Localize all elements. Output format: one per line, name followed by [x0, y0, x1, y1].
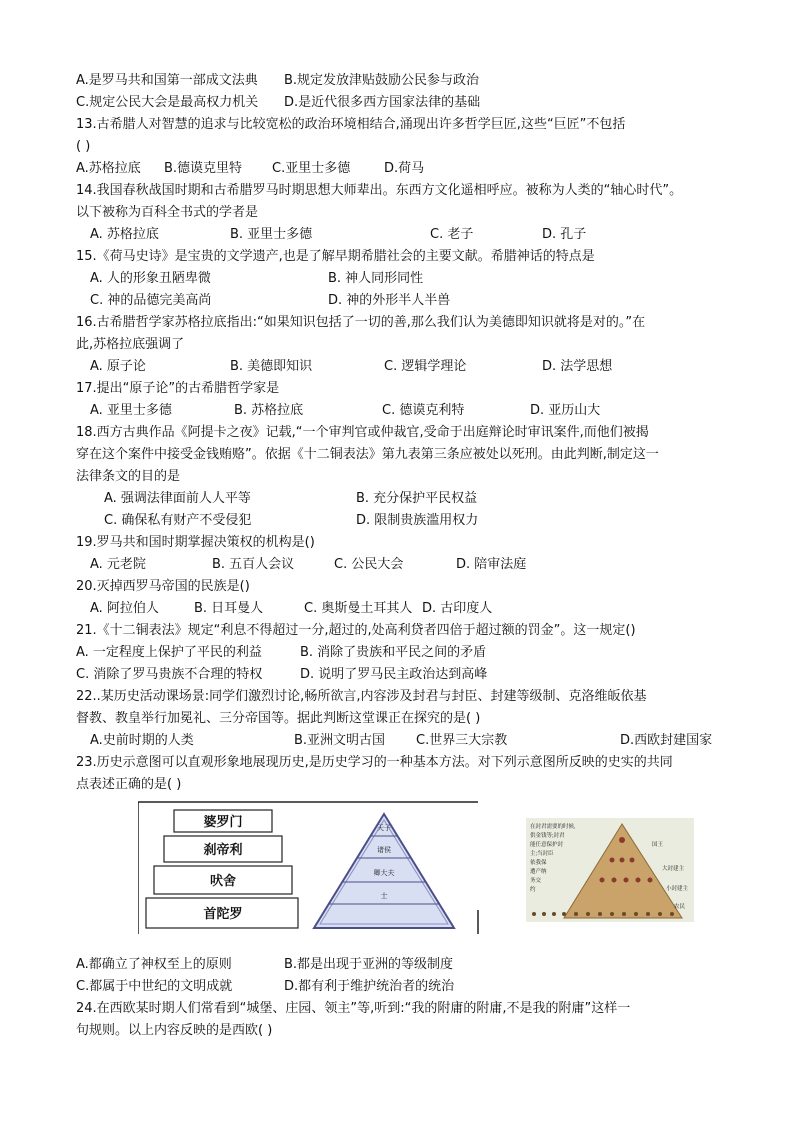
option-q13o-1: B.德谟克里特 — [164, 161, 243, 176]
feudal-text-5: 依我保 — [530, 860, 547, 866]
line-q18o1 — [76, 488, 726, 510]
option-q21o2-1: D. 说明了罗马民主政治达到高峰 — [300, 667, 488, 682]
option-q22o-3: D.西欧封建国家 — [620, 733, 713, 748]
option-q23o2-1: D.都有利于维护统治者的统治 — [284, 979, 455, 994]
option-q18o1-0: A. 强调法律面前人人平等 — [104, 491, 251, 506]
line-q23b: 点表述正确的是( ) — [76, 777, 182, 792]
questions-after-figure — [76, 954, 726, 1042]
option-q17o-2: C. 德谟克利特 — [382, 403, 465, 418]
feudal-text-3: 能任意保护封 — [530, 842, 564, 848]
line-q21o1 — [76, 642, 726, 664]
line-q20o — [76, 598, 726, 620]
line-q18c: 法律条文的目的是 — [76, 469, 181, 484]
feudal-text-4: 主;当封臣 — [530, 851, 554, 857]
caste-label-4: 首陀罗 — [203, 906, 243, 921]
line-q16o — [76, 356, 726, 378]
feudal-text-7: 务交 — [530, 878, 542, 884]
line-q13b: ( ) — [76, 139, 91, 154]
option-q17o-1: B. 苏格拉底 — [234, 403, 304, 418]
pyramid-label-2: 诸侯 — [377, 847, 391, 854]
line-q17a: 17.提出“原子论”的古希腊哲学家是 — [76, 381, 280, 396]
feudal-label-small-lord: 小封建主 — [666, 886, 689, 892]
line-q21a: 21.《十二铜表法》规定“利息不得超过一分,超过的,处高利贷者四倍于超过额的罚金”。这一规定() — [76, 623, 636, 638]
line-q15o1 — [76, 268, 726, 290]
option-q19o-0: A. 元老院 — [90, 557, 146, 572]
option-q19o-1: B. 五百人会议 — [212, 557, 295, 572]
questions-before-figure — [76, 70, 726, 796]
option-q20o-3: D. 古印度人 — [422, 601, 493, 616]
line-q22b: 督教、教皇举行加冕礼、三分帝国等。据此判断这堂课正在探究的是( ) — [76, 711, 481, 726]
line-q17o — [76, 400, 726, 422]
line-q22a: 22..某历史活动课场景:同学们激烈讨论,畅所欲言,内容涉及封君与封臣、封建等级制、克洛维皈依基 — [76, 689, 647, 704]
line-q23o1 — [76, 954, 726, 976]
caste-label-3: 吠舍 — [209, 873, 237, 888]
option-q15o1-0: A. 人的形象丑陋卑微 — [90, 271, 211, 286]
line-q23o2 — [76, 976, 726, 998]
option-q19o-2: C. 公民大会 — [334, 557, 404, 572]
line-q14b: 以下被称为百科全书式的学者是 — [76, 205, 259, 220]
option-q21o2-0: C. 消除了罗马贵族不合理的特权 — [76, 667, 263, 682]
line-q24b: 句规则。以上内容反映的是西欧( ) — [76, 1023, 273, 1038]
line-q20a: 20.灭掉西罗马帝国的民族是() — [76, 579, 250, 594]
line-q22o — [76, 730, 726, 752]
option-q23o2-0: C.都属于中世纪的文明成就 — [76, 979, 233, 994]
option-q14o-0: A. 苏格拉底 — [90, 227, 159, 242]
option-q13o-3: D.荷马 — [384, 161, 425, 176]
option-q21o1-0: A. 一定程度上保护了平民的利益 — [76, 645, 262, 660]
feudal-hierarchy-image — [526, 818, 694, 922]
option-q13o-0: A.苏格拉底 — [76, 161, 141, 176]
line-q19a: 19.罗马共和国时期掌握决策权的机构是() — [76, 535, 315, 550]
option-q21o1-1: B. 消除了贵族和平民之间的矛盾 — [300, 645, 487, 660]
option-l2-1: D.是近代很多西方国家法律的基础 — [284, 95, 481, 110]
option-q18o2-0: C. 确保私有财产不受侵犯 — [104, 513, 252, 528]
line-q21o2 — [76, 664, 726, 686]
option-q15o2-0: C. 神的品德完美高尚 — [90, 293, 212, 308]
feudal-label-great-lord: 大封建主 — [662, 866, 685, 872]
caste-label-2: 刹帝利 — [203, 842, 243, 857]
line-q16a: 16.古希腊哲学家苏格拉底指出:“如果知识包括了一切的善,那么我们认为美德即知识就将是对的。”在 — [76, 315, 646, 330]
option-q15o1-1: B. 神人同形同性 — [328, 271, 424, 286]
pyramid-label-1: 天子 — [377, 825, 391, 832]
option-q18o2-1: D. 限制贵族滥用权力 — [356, 513, 479, 528]
line-q18b: 穿在这个案件中接受金钱贿赂”。依据《十二铜表法》第九表第三条应被处以死刑。由此判断,制定这一 — [76, 447, 659, 462]
option-q20o-2: C. 奥斯曼土耳其人 — [304, 601, 413, 616]
option-q18o1-1: B. 充分保护平民权益 — [356, 491, 478, 506]
option-q16o-1: B. 美德即知识 — [230, 359, 313, 374]
exam-page — [76, 70, 726, 1042]
line-l2 — [76, 92, 726, 114]
option-q23o1-1: B.都是出现于亚洲的等级制度 — [284, 957, 454, 972]
feudal-text-8: 约 — [530, 887, 536, 893]
feudal-label-king: 国王 — [652, 842, 664, 848]
pyramid-label-3: 卿大夫 — [373, 870, 395, 877]
line-q23a: 23.历史示意图可以直观形象地展现历史,是历史学习的一种基本方法。对下列示意图所反映的史实的共同 — [76, 755, 673, 770]
option-q17o-0: A. 亚里士多德 — [90, 403, 172, 418]
option-q16o-3: D. 法学思想 — [542, 359, 613, 374]
option-q15o2-1: D. 神的外形半人半兽 — [328, 293, 451, 308]
pyramid-label-4: 士 — [380, 893, 388, 900]
line-q16b: 此,苏格拉底强调了 — [76, 337, 185, 352]
option-q23o1-0: A.都确立了神权至上的原则 — [76, 957, 232, 972]
line-q15a: 15.《荷马史诗》是宝贵的文学遗产,也是了解早期希腊社会的主要文献。希腊神话的特点是 — [76, 249, 595, 264]
caste-label-1: 婆罗门 — [203, 814, 243, 829]
line-q18o2 — [76, 510, 726, 532]
line-q14a: 14.我国春秋战国时期和古希腊罗马时期思想大师辈出。东西方文化遥相呼应。被称为人类的“轴心时代”。 — [76, 183, 683, 198]
option-q22o-0: A.史前时期的人类 — [90, 733, 194, 748]
caste-and-zhou-diagram — [138, 800, 558, 934]
line-q24a: 24.在西欧某时期人们常看到“城堡、庄园、领主”等,听到:“我的附庸的附庸,不是我的附庸”这样一 — [76, 1001, 631, 1016]
line-l1 — [76, 70, 726, 92]
feudal-text-6: 遭产纳 — [530, 869, 547, 875]
zhou-pyramid — [314, 814, 454, 928]
line-q18a: 18.西方古典作品《阿提卡之夜》记载,“一个审判官或仲裁官,受命于出庭辩论时审讯案件,而他们被揭 — [76, 425, 649, 440]
feudal-label-peasant: 农民 — [674, 904, 686, 910]
option-l1-0: A.是罗马共和国第一部成文法典 — [76, 73, 258, 88]
line-q13a: 13.古希腊人对智慧的追求与比较宽松的政治环境相结合,涌现出许多哲学巨匠,这些“巨匠”不包括 — [76, 117, 626, 132]
option-q20o-1: B. 日耳曼人 — [194, 601, 264, 616]
feudal-text-1: 在封君需要的时候, — [530, 824, 576, 830]
figure-row — [76, 800, 726, 948]
option-q19o-3: D. 陪审法庭 — [456, 557, 527, 572]
line-q13o — [76, 158, 726, 180]
line-q19o — [76, 554, 726, 576]
option-q14o-2: C. 老子 — [430, 227, 474, 242]
option-q14o-3: D. 孔子 — [542, 227, 587, 242]
option-l2-0: C.规定公民大会是最高权力机关 — [76, 95, 259, 110]
option-q20o-0: A. 阿拉伯人 — [90, 601, 159, 616]
option-l1-1: B.规定发放津贴鼓励公民参与政治 — [284, 73, 480, 88]
option-q13o-2: C.亚里士多德 — [272, 161, 351, 176]
option-q16o-0: A. 原子论 — [90, 359, 146, 374]
feudal-text-2: 供金钱等;封君 — [530, 833, 565, 839]
option-q14o-1: B. 亚里士多德 — [230, 227, 313, 242]
option-q22o-1: B.亚洲文明古国 — [294, 733, 386, 748]
option-q16o-2: C. 逻辑学理论 — [384, 359, 467, 374]
line-q14o — [76, 224, 726, 246]
option-q17o-3: D. 亚历山大 — [530, 403, 601, 418]
line-q15o2 — [76, 290, 726, 312]
option-q22o-2: C.世界三大宗教 — [416, 733, 508, 748]
